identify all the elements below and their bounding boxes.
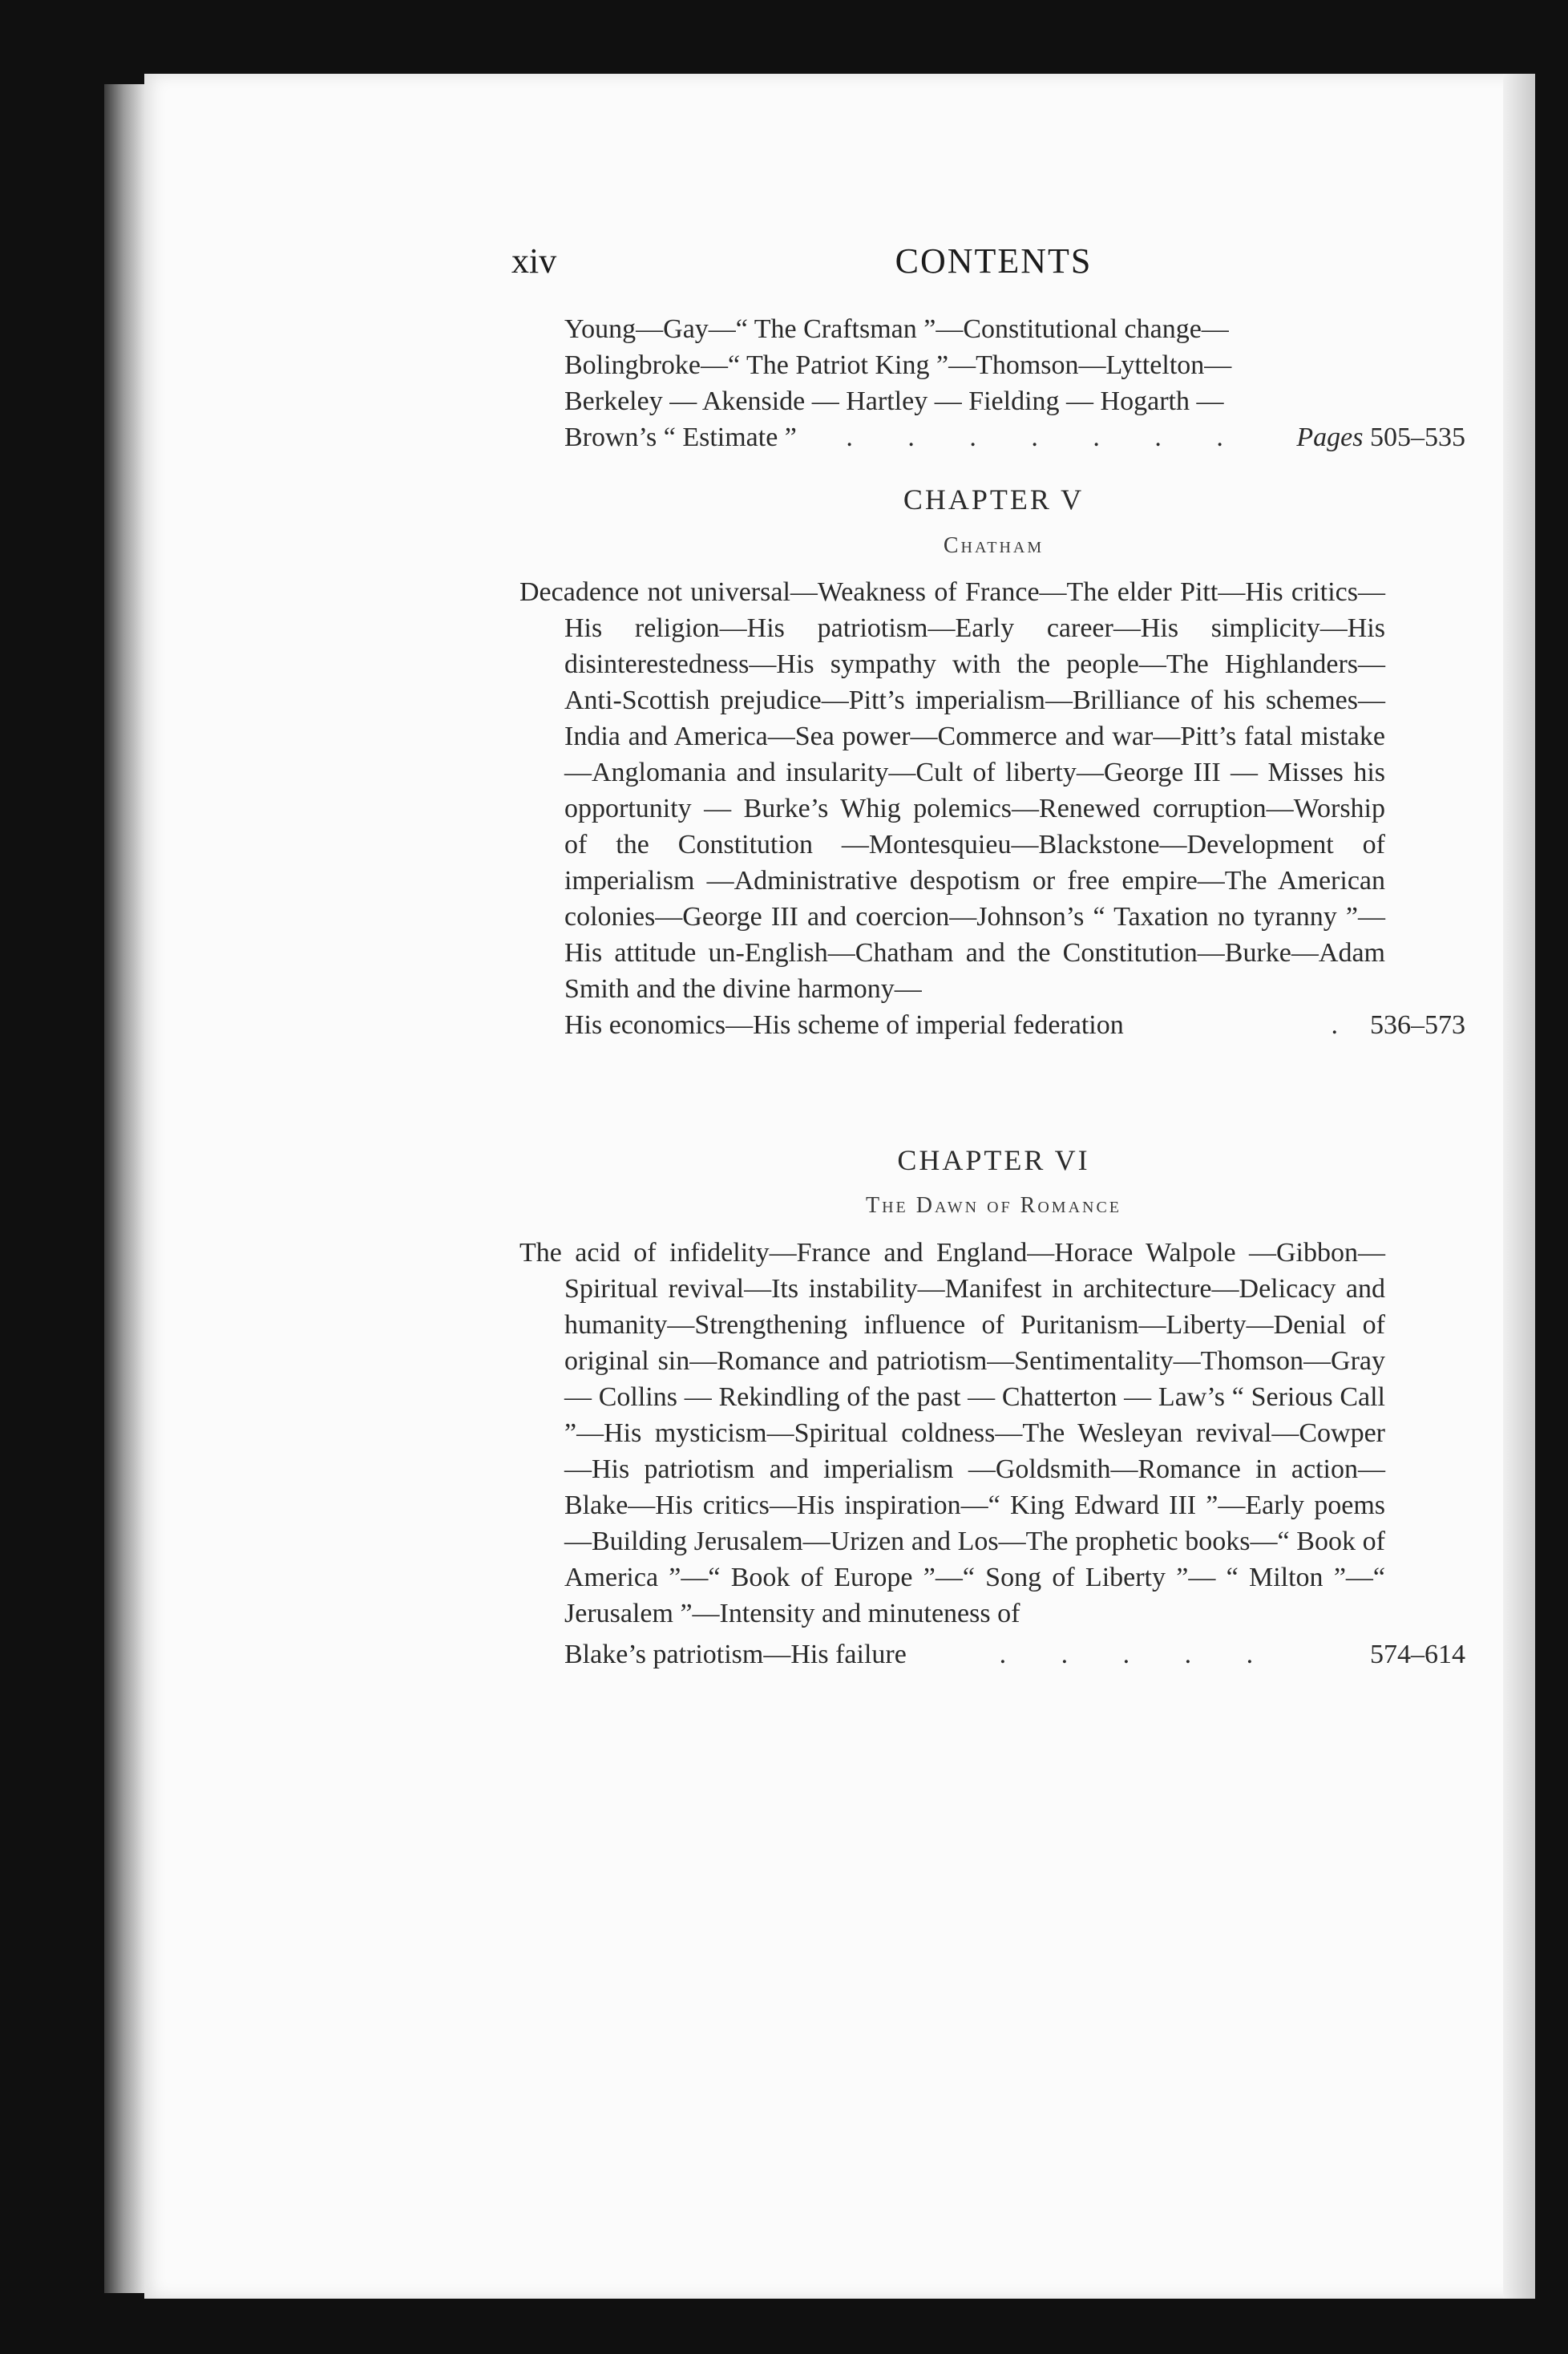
chapter-5-summary: Decadence not universal—Weakness of France—The elder Pitt—His critics—His religion—His patriotism—Early career—His simplicity—His disinterestedness—His sympathy with the people—The Highlanders—Anti-Scottish prejudice—Pitt’s imperialism—Brilliance of his schemes—India and America—Sea power—Commerce and war—Pitt’s fatal mistake—Anglomania and insularity—Cult of liberty—George III — Misses his opportunity — Burke’s Whig polemics—Renewed corruption—Worship of the Constitution —Montesquieu—Blackstone—Development of imperialism —Administrative despotism or free empire—The American colonies—George III and coercion—Johnson’s “ Taxation no tyranny ”—His attitude un-English—Chatham and the Constitution—Burke—Adam Smith and the divine harmony— bbox=[519, 577, 1385, 1004]
leader-dots: . bbox=[1331, 1010, 1362, 1040]
chapter-5-subtitle: Chatham bbox=[943, 533, 1045, 558]
chapter-6-subtitle: The Dawn of Romance bbox=[865, 1193, 1122, 1218]
continued-line: Bolingbroke—“ The Patriot King ”—Thomson—Lyttelton— bbox=[564, 350, 1232, 380]
page-header bbox=[511, 241, 1476, 289]
continued-last-line bbox=[519, 419, 1465, 455]
chapter-6-last-text: Blake’s patriotism—His failure bbox=[564, 1640, 907, 1669]
chapter-6-last-line bbox=[519, 1636, 1465, 1672]
pages-value: 505–535 bbox=[1370, 423, 1465, 452]
page-range bbox=[1296, 419, 1465, 455]
chapter-6-pages: 574–614 bbox=[1370, 1640, 1465, 1669]
chapter-5-heading: CHAPTER V bbox=[903, 483, 1085, 516]
continued-entry bbox=[519, 311, 1465, 455]
chapter-6-heading: CHAPTER VI bbox=[897, 1144, 1090, 1176]
chapter-5-summary-block bbox=[519, 574, 1465, 1043]
pages-label: Pages bbox=[1296, 423, 1364, 452]
chapter-5-last-line bbox=[519, 1007, 1465, 1043]
continued-line: Berkeley — Akenside — Hartley — Fielding — Hogarth — bbox=[564, 386, 1224, 416]
chapter-5-pages: 536–573 bbox=[1370, 1010, 1465, 1040]
continued-line: Young—Gay—“ The Craftsman ”—Constitutional change— bbox=[564, 314, 1229, 344]
running-title: CONTENTS bbox=[895, 241, 1093, 281]
chapter-5-last-text: His economics—His scheme of imperial federation bbox=[564, 1010, 1124, 1040]
chapter-6-summary: The acid of infidelity—France and England—Horace Walpole —Gibbon—Spiritual revival—Its instability—Manifest in architecture—Delicacy and humanity—Strengthening influence of Puritanism—Liberty—Denial of original sin—Romance and patriotism—Sentimentality—Thomson—Gray — Collins — Rekindling of the past — Chatterton — Law’s “ Serious Call ”—His mysticism—Spiritual coldness—The Wesleyan revival—Cowper—His patriotism and imperialism —Goldsmith—Romance in action—Blake—His critics—His inspiration—“ King Edward III ”—Early poems—Building Jerusalem—Urizen and Los—The prophetic books—“ Book of America ”—“ Book of Europe ”—“ Song of Liberty ”— “ Milton ”—“ Jerusalem ”—Intensity and minuteness of bbox=[519, 1238, 1385, 1628]
chapter-6-summary-block bbox=[519, 1235, 1465, 1672]
leader-dots: . . . . . . . bbox=[846, 423, 1247, 452]
leader-dots: . . . . . bbox=[999, 1640, 1278, 1669]
page-number: xiv bbox=[511, 241, 557, 281]
page-edge bbox=[1503, 74, 1535, 2299]
continued-last-text: Brown’s “ Estimate ” bbox=[564, 423, 797, 452]
